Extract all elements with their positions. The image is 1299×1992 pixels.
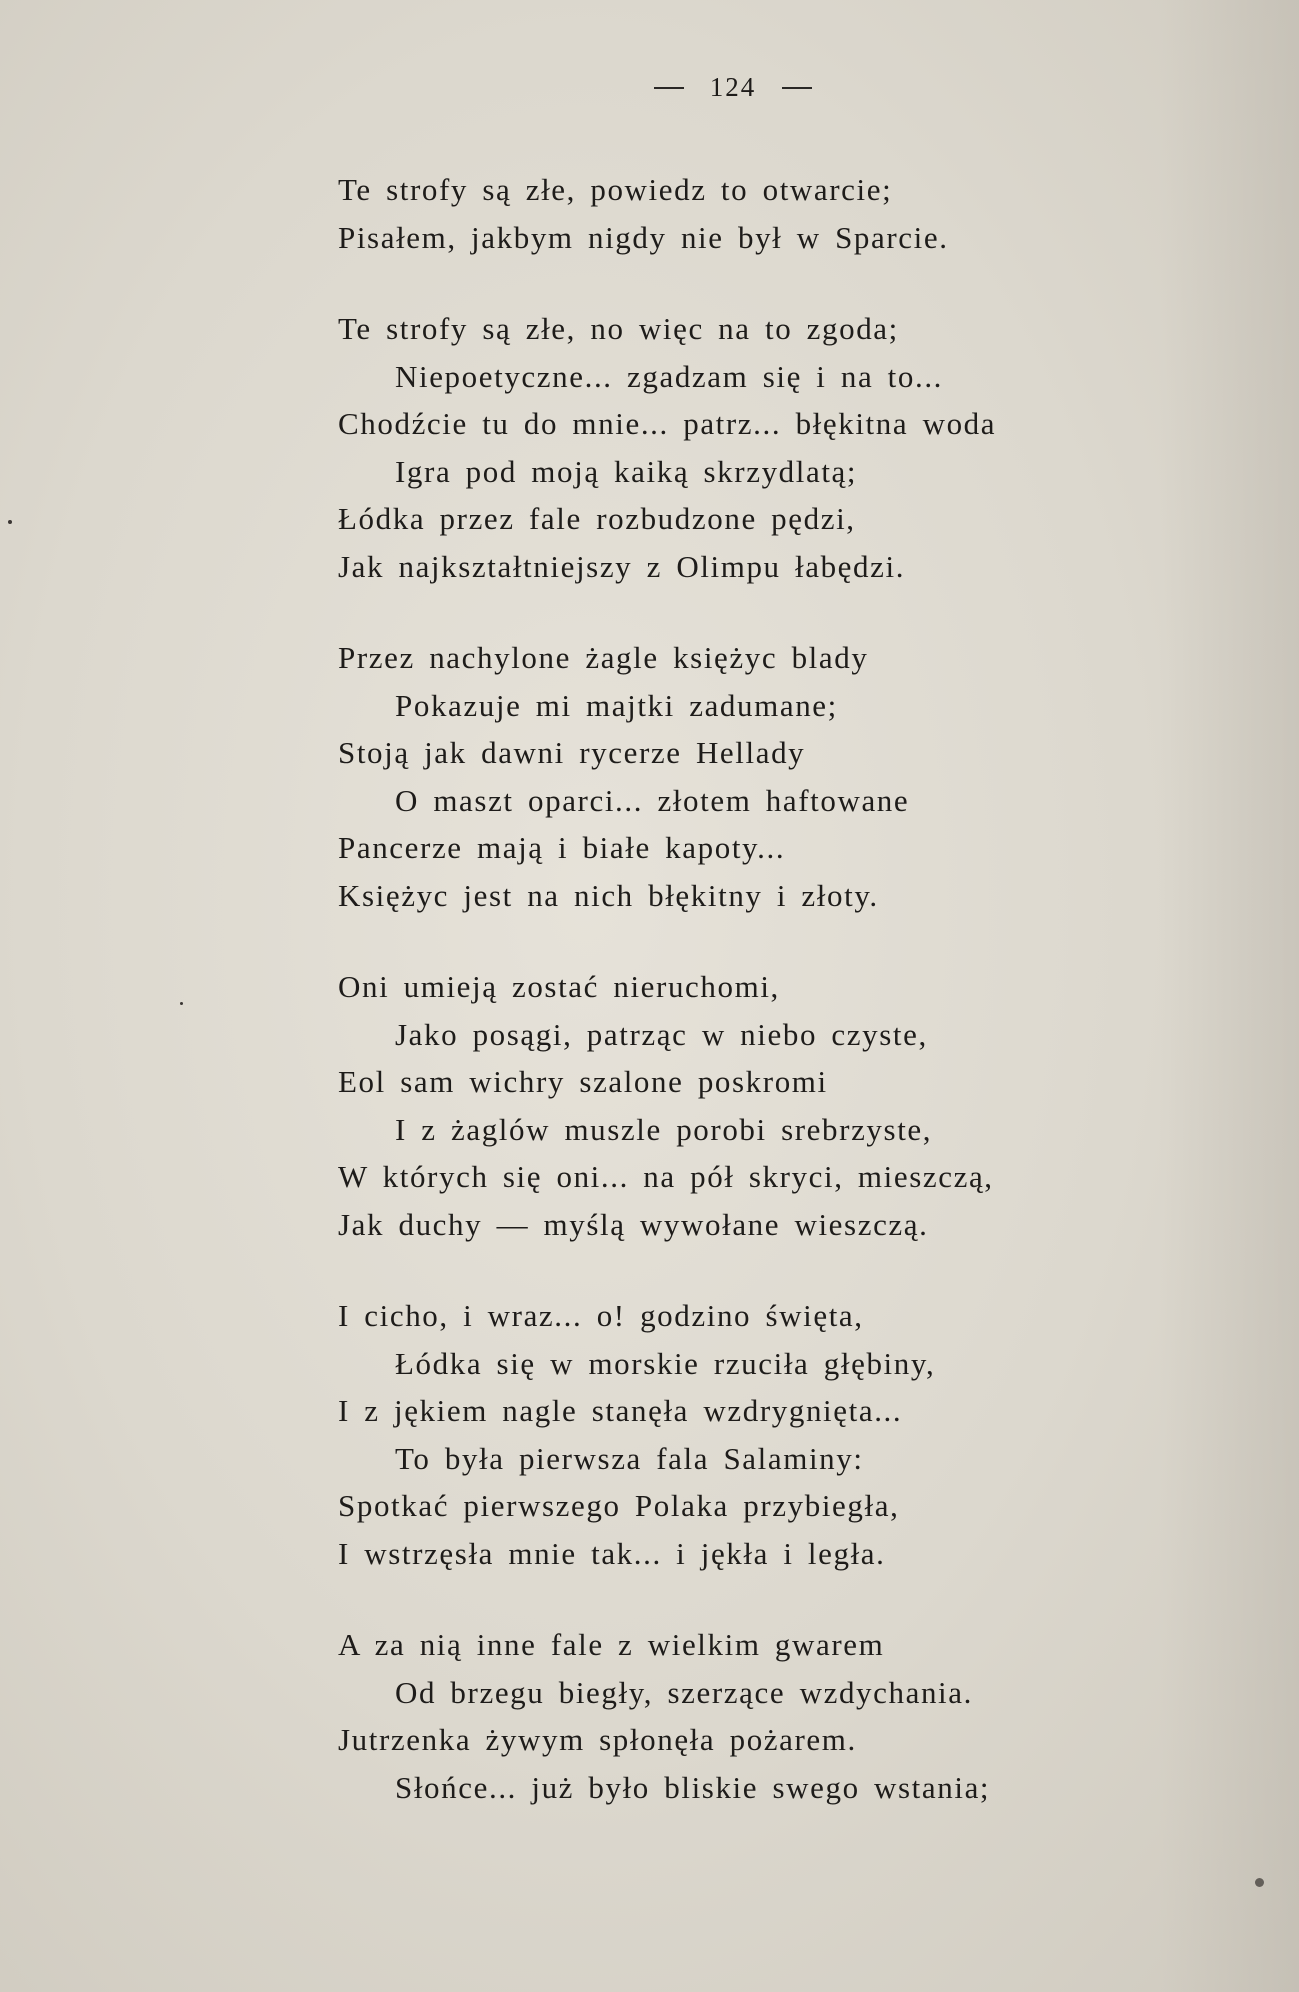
- poem-line: Oni umieją zostać nieruchomi,: [338, 969, 780, 1004]
- poem-line: I z żaglów muszle porobi srebrzyste,: [395, 1111, 933, 1147]
- header-dash-left: [654, 87, 684, 89]
- poem-line: Te strofy są złe, no więc na to zgoda;: [338, 311, 899, 346]
- poem-line: Od brzegu biegły, szerzące wzdychania.: [395, 1674, 973, 1710]
- poem-line: Przez nachylone żagle księżyc blady: [338, 640, 869, 675]
- poem-line: Pisałem, jakbym nigdy nie był w Sparcie.: [338, 219, 949, 255]
- poem-line: Niepoetyczne... zgadzam się i na to...: [395, 358, 944, 394]
- poem-line: Łódka się w morskie rzuciła głębiny,: [395, 1345, 936, 1381]
- stanza: [338, 1292, 1138, 1577]
- poem-line: Jak najkształtniejszy z Olimpu łabędzi.: [338, 548, 906, 584]
- header-dash-right: [782, 87, 812, 89]
- poem-line: Jak duchy — myślą wywołane wieszczą.: [338, 1206, 929, 1242]
- poem-line: Księżyc jest na nich błękitny i złoty.: [338, 877, 879, 913]
- stanza: [338, 1621, 1138, 1811]
- poem-line: Te strofy są złe, powiedz to otwarcie;: [338, 172, 893, 207]
- stanza: [338, 634, 1138, 919]
- stanza: [338, 963, 1138, 1248]
- poem-line: Pancerze mają i białe kapoty...: [338, 830, 786, 865]
- poem-line: O maszt oparci... złotem haftowane: [395, 782, 910, 818]
- poem-line: I cicho, i wraz... o! godzino święta,: [338, 1298, 864, 1333]
- poem-line: Spotkać pierwszego Polaka przybiegła,: [338, 1488, 900, 1523]
- paper-speck: [8, 520, 12, 524]
- page-header: [628, 72, 838, 103]
- poem-line: I z jękiem nagle stanęła wzdrygnięta...: [338, 1393, 903, 1428]
- poem-line: I wstrzęsła mnie tak... i jękła i legła.: [338, 1535, 886, 1571]
- poem-line: Eol sam wichry szalone poskromi: [338, 1064, 828, 1099]
- paper-speck: [180, 1002, 183, 1005]
- paper-speck: [1255, 1878, 1264, 1887]
- poem-text: [338, 166, 1138, 1855]
- poem-line: W których się oni... na pół skryci, mieszczą,: [338, 1159, 994, 1194]
- poem-line: Igra pod moją kaiką skrzydlatą;: [395, 453, 858, 489]
- poem-line: Stoją jak dawni rycerze Hellady: [338, 735, 806, 770]
- page-number: 124: [709, 72, 757, 102]
- stanza: [338, 305, 1138, 590]
- poem-line: Łódka przez fale rozbudzone pędzi,: [338, 501, 856, 536]
- poem-line: Pokazuje mi majtki zadumane;: [395, 687, 838, 723]
- poem-line: A za nią inne fale z wielkim gwarem: [338, 1627, 885, 1662]
- poem-line: Słońce... już było bliskie swego wstania;: [395, 1769, 991, 1805]
- poem-line: Jako posągi, patrząc w niebo czyste,: [395, 1016, 928, 1052]
- stanza: [338, 166, 1138, 261]
- poem-line: To była pierwsza fala Salaminy:: [395, 1440, 864, 1476]
- poem-line: Jutrzenka żywym spłonęła pożarem.: [338, 1722, 857, 1757]
- poem-line: Chodźcie tu do mnie... patrz... błękitna woda: [338, 406, 997, 441]
